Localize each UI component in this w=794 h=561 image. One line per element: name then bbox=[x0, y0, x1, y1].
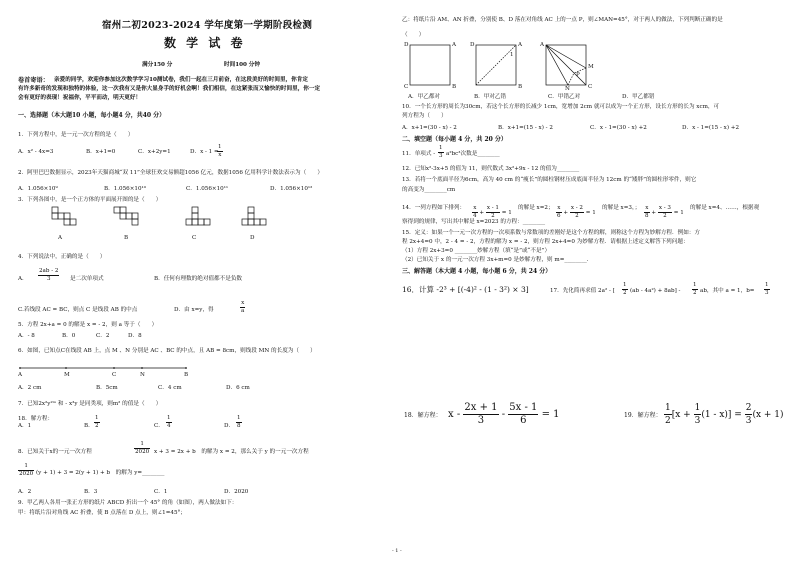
fig1-label-c: C bbox=[404, 84, 409, 90]
fig1-label-a: A bbox=[452, 42, 457, 48]
q8-f2-denominator: 2020 bbox=[19, 471, 34, 477]
q1-option-b: B．x+1=0 bbox=[86, 149, 116, 155]
q18-fraction-1 bbox=[463, 402, 498, 427]
q4-stem: 4．下列说法中，正确的是（ ） bbox=[18, 254, 106, 260]
q14-stem-d: 的解是 x=4、……，根据观 bbox=[690, 205, 760, 211]
section-2-title: 二、填空题（每小题 4 分，共 20 分） bbox=[402, 136, 507, 143]
point-b-mark bbox=[185, 367, 187, 369]
q14-stem-a: 14．一列方程如下排列： bbox=[402, 205, 466, 211]
q2-option-c: C．1.056×10¹¹ bbox=[186, 186, 229, 192]
q17-fraction-3: $\frac{1}{3}$ bbox=[765, 282, 769, 296]
q14-eq3: $\frac{x}{8}$ + $\frac{x - 3}{2}$ = 1 bbox=[645, 205, 684, 219]
fig2-label-a: A bbox=[518, 42, 523, 48]
q1-option-c: C．x+2y=1 bbox=[138, 149, 171, 155]
q9-stem-a: 9．甲乙两人各用一张正方形的纸片 ABCD 折出一个 45° 的角（如图），两人做法如下： bbox=[18, 500, 238, 506]
fig1-label-b: B bbox=[452, 84, 457, 90]
q4-d-fraction bbox=[240, 300, 245, 315]
q2-option-a: A．1.056×10⁹ bbox=[18, 186, 58, 192]
point-c-mark bbox=[113, 367, 115, 369]
q1-option-d: D．x - 1 = bbox=[190, 149, 219, 155]
q8-option-c: C．1 bbox=[154, 489, 168, 495]
q8-option-d: D．2020 bbox=[224, 489, 249, 495]
q7-b-fraction bbox=[94, 415, 100, 430]
q11-fraction bbox=[438, 145, 444, 160]
q10-option-c: C．x - 1=(30 - x) +2 bbox=[590, 125, 647, 131]
fig1-label-d: D bbox=[404, 42, 409, 48]
q14-stem-b: 的解是 x=2； bbox=[518, 205, 554, 211]
q9-stem-b: 甲：将纸片沿对角线 AC 折叠，使 B 点落在 D 点上，则∠1=45°； bbox=[18, 510, 186, 516]
q18-minus: - bbox=[501, 409, 506, 420]
q9-stem-c: 乙：将纸片沿 AM、AN 折叠，分别使 B、D 落在对角线 AC 上的一点 P，则∠MAN=45°，对于两人的做法，下列判断正确的是 bbox=[402, 17, 723, 23]
q8-stem-b: x + 3 = 2x + b 的解为 x = 2，那么关于 y 的一元一次方程 bbox=[154, 449, 309, 455]
q15-part-2: （2）已知关于 x 的一元一次方程 3x+m=0 是妙解方程，则 m=________. bbox=[402, 257, 589, 263]
q18-lhs: x - bbox=[448, 409, 461, 420]
q4-a-denominator: 3 bbox=[46, 276, 51, 282]
q17-fraction-2: $\frac{1}{2}$ bbox=[693, 282, 697, 296]
q8-f1-numerator: 1 bbox=[134, 441, 150, 449]
q5-option-d: D．8 bbox=[128, 333, 142, 339]
square-figure-1 bbox=[410, 45, 450, 85]
q18-f2-num: 5x - 1 bbox=[509, 402, 538, 413]
q4-option-d: D．由 x=y，得 bbox=[174, 307, 214, 313]
q4-option-a: A． bbox=[18, 276, 28, 282]
q14-eq2: $\frac{x}{6}$ + $\frac{x - 2}{2}$ = 1 bbox=[557, 205, 596, 219]
q10-stem-a: 10．一个长方形的周长为30cm，若这个长方形的长减少 1cm，宽增加 2cm 就可以成为一个正方形，设长方形的长为 xcm，可 bbox=[402, 104, 720, 110]
q6-label-a: A bbox=[18, 372, 23, 378]
q4-a-fraction bbox=[38, 268, 59, 283]
q1-d-numerator: 1 bbox=[218, 144, 222, 150]
q19-label: 19．解方程： bbox=[624, 412, 662, 419]
q5-option-c: C．2 bbox=[96, 333, 110, 339]
q7-c-fraction bbox=[166, 415, 172, 430]
q1-d-denominator: x bbox=[218, 152, 222, 158]
section-1-title: 一、选择题（本大题10 小题，每小题4 分，共40 分） bbox=[18, 112, 166, 119]
q18-rhs: = 1 bbox=[541, 409, 560, 420]
q7-option-c: C． bbox=[154, 423, 164, 429]
q18-f1-num: 2x + 1 bbox=[464, 402, 498, 413]
q18-equation bbox=[448, 402, 559, 427]
point-a-mark bbox=[19, 367, 21, 369]
q7-stem: 7．已知2x²y²ᵐ 和 - x³y 是同类项，则m² 的值是（ ） bbox=[18, 401, 162, 407]
q11-stem: 11．单项式 - bbox=[402, 151, 436, 157]
q10-option-a: A．x+1=(30 - x) - 2 bbox=[402, 125, 457, 131]
q10-option-d: D．x - 1=(15 - x) +2 bbox=[682, 125, 740, 131]
q19-equation: $\frac{1}{2}$ [x + $\frac{1}{3}$ (1 - x)] = $\frac{2}{3}$ (x + 1) bbox=[665, 403, 784, 426]
q6-label-b: B bbox=[184, 372, 189, 378]
q3-net-figures bbox=[14, 205, 394, 245]
q13-stem-a: 13．若将一个底面半径为6cm，高为 40 cm 的“瘦长”的圆柱钢材压成底面半径为 12cm 的“矮胖”的圆柱形零件，则它 bbox=[402, 177, 697, 183]
section-3-title: 三、解答题（本大题 4 小题，每小题 6 分，共 24 分） bbox=[402, 268, 552, 275]
q4-d-denominator: a bbox=[241, 308, 245, 314]
q6-label-m: M bbox=[64, 372, 70, 378]
fig3-label-a: A bbox=[540, 42, 545, 48]
q18-label-display: 18．解方程： bbox=[404, 412, 442, 419]
q18-f1-den: 3 bbox=[477, 415, 485, 426]
q11-numerator: 1 bbox=[439, 145, 443, 151]
q17-stem-b: (ab - 4a²) + 8ab] - bbox=[630, 288, 681, 294]
q11-denominator: 3 bbox=[439, 153, 443, 159]
message-line-1: 亲爱的同学，欢迎你参加这次数学学习10测试卷，我们一起在三月前奋，在这段美好的时间里，你肯定 bbox=[54, 77, 308, 83]
q7-option-b: B． bbox=[84, 423, 94, 429]
q18-fraction-2 bbox=[508, 402, 538, 427]
q7-c-denominator: 4 bbox=[167, 423, 171, 429]
fold-line-np bbox=[568, 73, 574, 85]
q18-f2-den: 6 bbox=[520, 415, 527, 426]
q1-option-d-fraction bbox=[217, 144, 223, 159]
q8-fraction-2 bbox=[18, 463, 34, 478]
q7-option-a: A．1 bbox=[18, 423, 32, 429]
q6-label-n: N bbox=[140, 372, 145, 378]
q6-segment-figure bbox=[18, 364, 198, 378]
q9-option-d: D．甲乙都错 bbox=[622, 94, 655, 100]
fig3-label-m: M bbox=[588, 64, 594, 70]
page-number: - 1 - bbox=[392, 548, 402, 554]
q17-stem-c: ab，其中 a = 1，b= bbox=[700, 288, 755, 294]
q4-option-a-text: 是二次单项式 bbox=[70, 276, 104, 282]
q13-stem-b: 的高变为________cm bbox=[402, 187, 456, 193]
q14-stem-e: 察得到的规律，写出其中解是 x=2023 的方程：________ bbox=[402, 219, 546, 225]
q15-stem-b: 程 2x+4=0 中，2 - 4 = - 2，方程的解为 x = - 2，则方程 2x+4=0 为妙解方程．请根据上述定义解答下列问题： bbox=[402, 239, 689, 245]
q10-option-b: B．x+1=(15 - x) - 2 bbox=[498, 125, 553, 131]
q7-c-numerator: 1 bbox=[167, 415, 171, 421]
q4-option-b: B．任何有理数的绝对值都不是负数 bbox=[154, 276, 243, 282]
message-line-3: 会有更好的表现！祝福你，平平而动，明天更好！ bbox=[18, 95, 142, 101]
fig2-label-d: D bbox=[470, 42, 475, 48]
q6-stem: 6．如图，已知点C在线段 AB 上，点 M 、N 分别是 AC 、BC 的中点，且 AB = 8cm，则线段 MN 的长度为（ ） bbox=[18, 348, 316, 354]
point-n-mark bbox=[141, 367, 143, 369]
q8-fraction-1 bbox=[134, 441, 150, 456]
q10-stem-b: 列方程为（ ） bbox=[402, 113, 447, 119]
q2-option-d: D．1.056×10¹² bbox=[270, 186, 313, 192]
fig3-label-n: N bbox=[565, 86, 570, 92]
left-column bbox=[14, 0, 396, 561]
q12-stem: 12．已知x²-3x+5 的值为 11，则代数式 3x²+9x - 12 的值为________ bbox=[402, 166, 580, 172]
q14-stem-c: 的解是 x=3，； bbox=[602, 205, 641, 211]
q17-fraction-1: $\frac{1}{2}$ bbox=[623, 282, 627, 296]
q14-eq1: $\frac{x}{4}$ + $\frac{x - 1}{2}$ = 1 bbox=[473, 205, 512, 219]
q7-d-numerator: 1 bbox=[237, 415, 241, 421]
q4-d-numerator: x bbox=[241, 300, 245, 306]
q7-b-denominator: 2 bbox=[95, 423, 99, 429]
q17-stem-a: 17．先化简再求值 2a² - [ bbox=[550, 288, 615, 294]
fig3-label-p: P bbox=[576, 72, 580, 78]
q5-option-b: B．0 bbox=[62, 333, 76, 339]
q2-option-b: B．1.056×10¹⁰ bbox=[104, 186, 147, 192]
q8-option-b: B．3 bbox=[84, 489, 98, 495]
diagonal-ac-line bbox=[546, 45, 586, 85]
q4-option-c: C.若线段 AC = BC，则点 C 是线段 AB 的中点 bbox=[18, 307, 138, 313]
q16-stem: 16．计算 -2³ + [(-4)² - (1 - 3²) × 3] bbox=[402, 285, 529, 294]
q3-label-c: C bbox=[192, 235, 197, 241]
point-m-mark bbox=[65, 367, 67, 369]
q9-option-c: C．甲错乙对 bbox=[548, 94, 581, 100]
q6-label-c: C bbox=[112, 372, 117, 378]
q1-stem: 1．下列方程中，是一元一次方程的是（ ） bbox=[18, 132, 134, 138]
q8-option-a: A．2 bbox=[18, 489, 32, 495]
q8-f2-numerator: 1 bbox=[18, 463, 34, 471]
fig2-label-1: 1 bbox=[510, 52, 514, 58]
message-label: 卷首寄语： bbox=[18, 77, 49, 84]
school-title: 宿州二初2023-2024 学年度第一学期阶段检测 bbox=[102, 20, 313, 31]
q3-label-b: B bbox=[124, 235, 129, 241]
q9-stem-d: （ ） bbox=[402, 32, 425, 38]
fig3-label-c: C bbox=[588, 84, 593, 90]
q6-option-d: D．6 cm bbox=[226, 385, 250, 391]
q15-stem-a: 15．定义：如果一个一元一次方程的一次项系数与常数项的差刚好是这个方程的解，则称这个方程为妙解方程．例如：方 bbox=[402, 230, 700, 236]
q5-stem: 5．方程 2x+a = 0 的解是 x = - 2，则 a 等于（ ） bbox=[18, 322, 158, 328]
q11-stem-b: a²bc³次数是________ bbox=[446, 151, 500, 157]
full-score: 满分150 分 bbox=[142, 62, 173, 68]
q6-option-b: B．5cm bbox=[96, 385, 118, 391]
subject-title: 数 学 试 卷 bbox=[164, 36, 246, 50]
message-line-2: 有许多新奇的发现和独特的体验，这一次我有又是你大显身手的好机会啊！我们相信，在这紧张而又愉快的时间里，你一定 bbox=[18, 86, 321, 92]
q1-option-a: A．x² - 4x=3 bbox=[18, 149, 54, 155]
q3-label-a: A bbox=[58, 235, 63, 241]
q9-option-a: A．甲乙都对 bbox=[408, 94, 441, 100]
q15-part-1: （1）方程 2x+3=0 ________妙解方程（填“是”或“不是”） bbox=[402, 248, 551, 254]
q8-stem-c: (y + 1) + 3 = 2(y + 1) + b 的解为 y=________ bbox=[36, 470, 165, 476]
q4-a-numerator: 2ab - 2 bbox=[39, 268, 59, 274]
q8-stem-a: 8．已知关于x的一元一次方程 bbox=[18, 449, 92, 455]
fig2-label-b: B bbox=[518, 84, 523, 90]
diagonal-fold-line bbox=[476, 45, 516, 85]
exam-time: 时间100 分钟 bbox=[224, 62, 260, 68]
q5-option-a: A．- 8 bbox=[18, 333, 35, 339]
q7-d-fraction bbox=[236, 415, 242, 430]
q7-d-denominator: 8 bbox=[237, 423, 241, 429]
q7-b-numerator: 1 bbox=[95, 415, 99, 421]
q6-option-c: C．4 cm bbox=[158, 385, 182, 391]
q2-stem: 2．阿里巴巴数据显示，2023年天猫商城“双 11”全球狂欢交易额超1056 亿元，数据1056 亿用科学计数法表示为（ ） bbox=[18, 170, 323, 176]
q18-label: 18．解方程： bbox=[18, 416, 54, 422]
q3-stem: 3．下列各图中，是一个正方体的平面展开图的是（ ） bbox=[18, 197, 162, 203]
q6-option-a: A．2 cm bbox=[18, 385, 42, 391]
q9-option-b: B．甲对乙错 bbox=[474, 94, 507, 100]
q7-option-d: D． bbox=[224, 423, 235, 429]
q3-label-d: D bbox=[250, 235, 255, 241]
q8-f1-denominator: 2020 bbox=[135, 449, 150, 455]
